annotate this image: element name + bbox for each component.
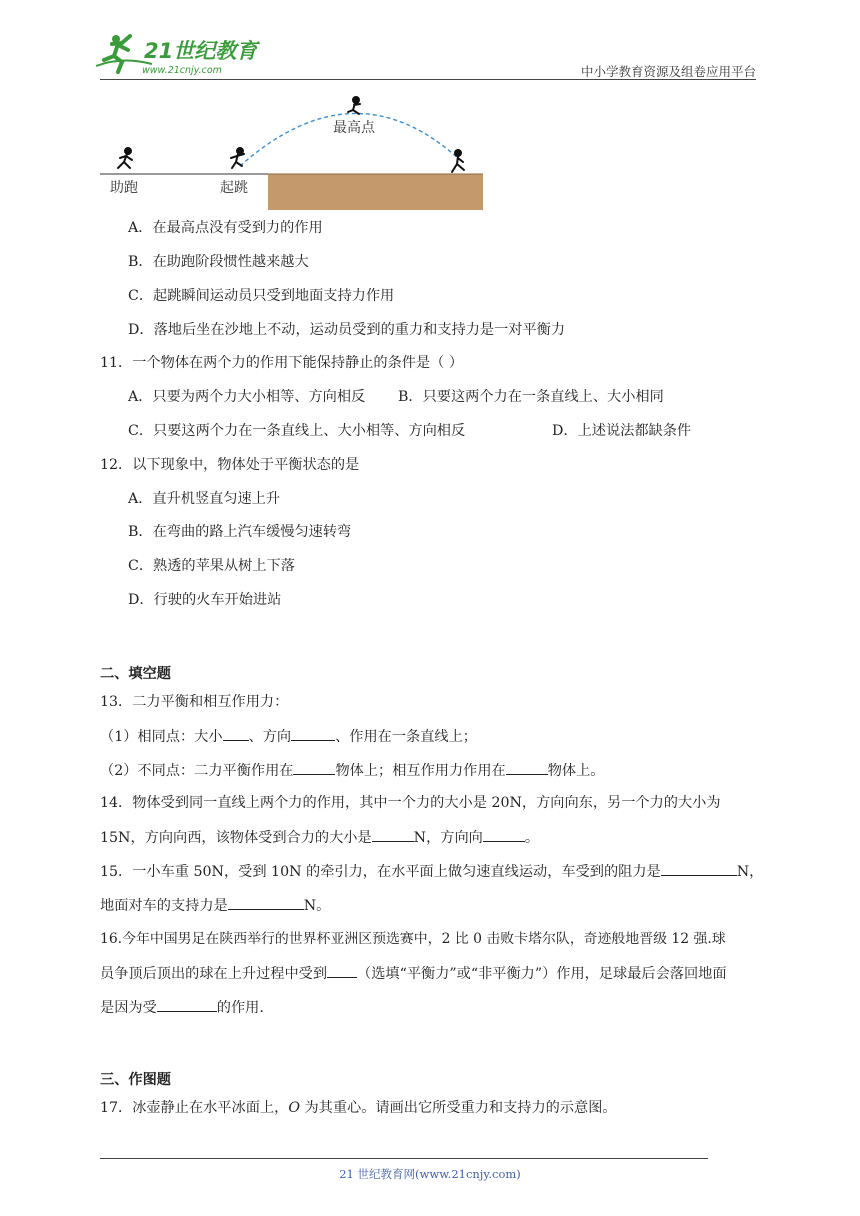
answer-blank[interactable] [223,726,249,741]
q10-option-d: D．落地后坐在沙地上不动，运动员受到的重力和支持力是一对平衡力 [128,322,566,338]
label-highest-point: 最高点 [333,120,375,136]
answer-blank[interactable] [291,726,335,741]
q12-option-b: B．在弯曲的路上汽车缓慢匀速转弯 [128,524,352,540]
platform-name: 中小学教育资源及组卷应用平台 [580,64,756,79]
q11-option-b: B．只要这两个力在一条直线上、大小相同 [398,389,664,405]
header-divider [100,79,756,80]
runner-landing-icon [452,150,464,172]
q10-option-c: C．起跳瞬间运动员只受到地面支持力作用 [128,288,395,304]
footer-divider [100,1158,708,1159]
q12-option-c: C．熟透的苹果从树上下落 [128,558,295,574]
logo [92,30,262,78]
footer-text: 21 世纪教育网(www.21cnjy.com) [339,1167,521,1181]
q11-option-d: D．上述说法都缺条件 [552,423,692,439]
answer-blank[interactable] [293,760,335,775]
section-drawing-title: 三、作图题 [100,1072,171,1088]
q15-line-1: 15．一小车重 50N，受到 10N 的牵引力，在水平面上做匀速直线运动，车受到的阻力是 N， [100,861,763,882]
section-fill-in-title: 二、填空题 [100,666,171,682]
label-takeoff: 起跳 [220,180,248,196]
q17-stem: 17．冰壶静止在水平冰面上，O 为其重心。请画出它所受重力和支持力的示意图。 [100,1100,617,1116]
q13-line-1: （1）相同点：大小 、方向 、作用在一条直线上； [100,726,477,747]
q12-option-a: A．直升机竖直匀速上升 [128,491,281,507]
answer-blank[interactable] [372,827,414,842]
q11-option-c: C．只要这两个力在一条直线上、大小相等、方向相反 [128,423,466,439]
logo-url-text: www.21cnjy.com [142,65,222,76]
runner-takeoff-icon [231,148,244,168]
q10-option-b: B．在助跑阶段惯性越来越大 [128,254,309,270]
q11-option-a: A．只要为两个力大小相等、方向相反 [128,389,366,405]
answer-blank[interactable] [327,963,357,978]
q16-line-3: 是因为受 的作用. [100,997,264,1018]
long-jump-figure [100,92,490,212]
answer-blank[interactable] [157,997,217,1012]
sand-pit [268,174,483,210]
answer-blank[interactable] [228,895,304,910]
q13-line-2: （2）不同点：二力平衡作用在 物体上；相互作用力作用在 物体上。 [100,760,605,781]
runner-runup-icon [118,148,132,168]
q12-stem: 12．以下现象中，物体处于平衡状态的是 [100,457,360,473]
q14-line-2: 15N，方向向西，该物体受到合力的大小是 N，方向向 。 [100,827,539,848]
answer-blank[interactable] [483,827,525,842]
q16-line-2: 员争顶后顶出的球在上升过程中受到 （选填“平衡力”或“非平衡力”）作用，足球最后会落回地面 [100,963,727,984]
answer-blank[interactable] [661,861,737,876]
logo-main-text: 21世纪教育 [144,39,258,63]
q10-option-a: A．在最高点没有受到力的作用 [128,220,323,236]
answer-blank[interactable] [506,760,548,775]
label-runup: 助跑 [110,180,138,196]
q15-line-2: 地面对车的支持力是 N。 [100,895,330,916]
q14-line-1: 14．物体受到同一直线上两个力的作用，其中一个力的大小是 20N，方向向东，另一个力的大小为 [100,795,721,811]
q16-line-1: 16.今年中国男足在陕西举行的世界杯亚洲区预选赛中，2 比 0 击败卡塔尔队，奇迹般地晋级 12 强.球 [100,931,726,947]
q12-option-d: D．行驶的火车开始进站 [128,592,282,608]
q13-stem: 13．二力平衡和相互作用力： [100,694,289,710]
runner-highest-icon [348,97,360,114]
q11-stem: 11．一个物体在两个力的作用下能保持静止的条件是（ ） [100,355,464,371]
